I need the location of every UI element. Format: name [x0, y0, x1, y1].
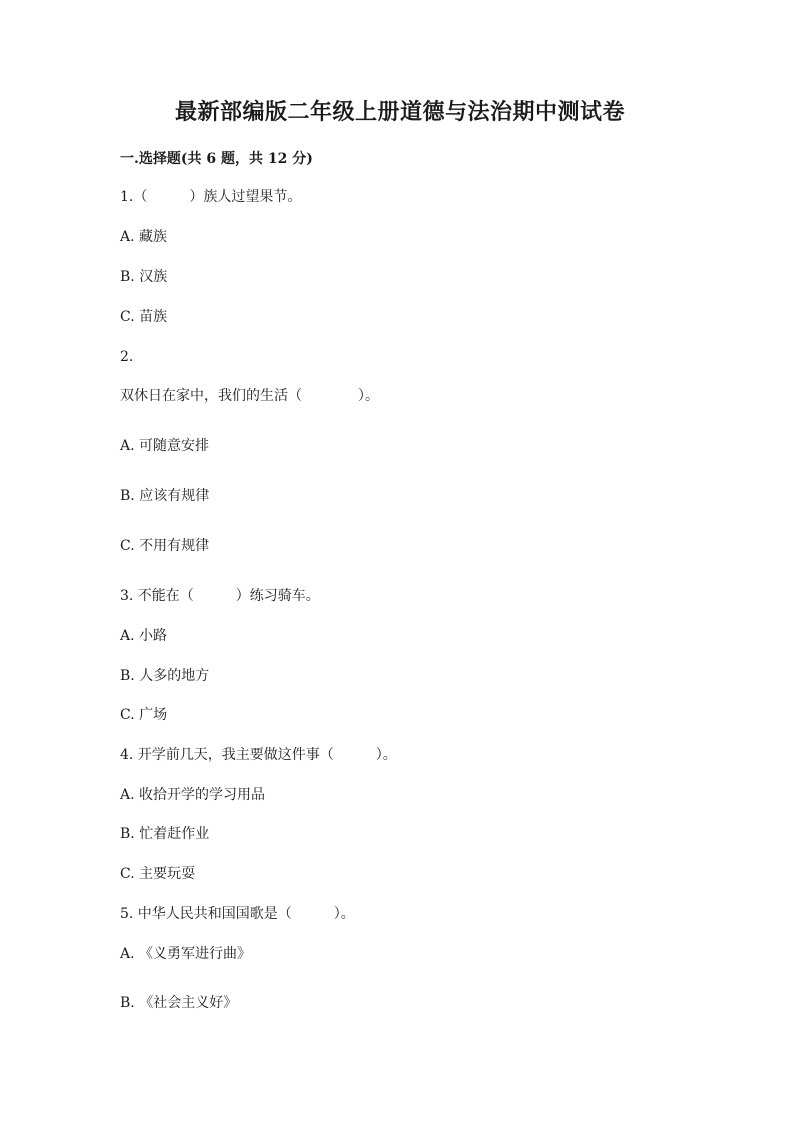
question-3-stem: 3. 不能在（ ）练习骑车。	[120, 588, 320, 604]
document-title: 最新部编版二年级上册道德与法治期中测试卷	[174, 99, 625, 125]
question-1-stem: 1.（ ）族人过望果节。	[120, 189, 302, 205]
question-4-option-a: A. 收拾开学的学习用品	[120, 787, 266, 803]
question-3-option-a: A. 小路	[120, 628, 168, 644]
question-4-option-b: B. 忙着赶作业	[120, 826, 210, 842]
question-5-option-a: A. 《义勇军进行曲》	[120, 946, 252, 962]
question-2-option-b: B. 应该有规律	[120, 488, 210, 504]
question-1-option-a: A. 藏族	[120, 229, 168, 245]
question-2-option-a: A. 可随意安排	[120, 438, 210, 454]
question-3-option-b: B. 人多的地方	[120, 668, 210, 684]
question-1-option-b: B. 汉族	[120, 269, 168, 285]
question-2-stem: 双休日在家中，我们的生活（ ）。	[120, 388, 379, 404]
question-2-option-c: C. 不用有规律	[120, 538, 210, 554]
question-5-option-b: B. 《社会主义好》	[120, 995, 238, 1011]
question-4-stem: 4. 开学前几天，我主要做这件事（ ）。	[120, 747, 397, 763]
question-2-number: 2.	[120, 349, 134, 365]
section-heading: 一.选择题(共 6 题，共 12 分)	[120, 151, 313, 167]
question-1-option-c: C. 苗族	[120, 309, 168, 325]
question-3-option-c: C. 广场	[120, 707, 168, 723]
question-4-option-c: C. 主要玩耍	[120, 866, 196, 882]
question-5-stem: 5. 中华人民共和国国歌是（ ）。	[120, 906, 355, 922]
